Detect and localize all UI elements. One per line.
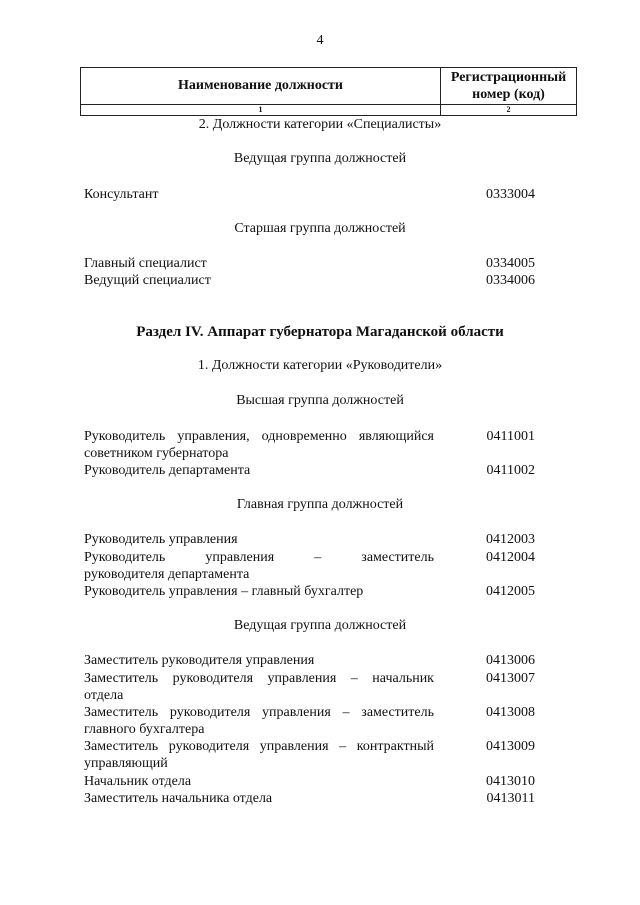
position-code: 0412003	[486, 532, 535, 547]
position-name: Руководитель управления	[84, 532, 238, 547]
page-number: 4	[316, 33, 324, 48]
position-name-continued: руководителя департамента	[84, 567, 250, 582]
column-number-2: 2	[441, 105, 577, 116]
position-name-continued: главного бухгалтера	[84, 722, 205, 737]
group-title-lead: Ведущая группа должностей	[233, 618, 407, 633]
group-title-top: Высшая группа должностей	[236, 393, 404, 408]
position-code: 0412005	[486, 584, 535, 599]
section-title: Раздел IV. Аппарат губернатора Магаданской области	[136, 324, 504, 340]
column-title-code	[441, 68, 577, 105]
position-code: 0334005	[486, 256, 535, 271]
position-name: Ведущий специалист	[84, 273, 211, 288]
group-title-lead: Ведущая группа должностей	[233, 151, 407, 166]
position-name: Заместитель руководителя управления – начальник	[84, 671, 434, 686]
position-name-continued: отдела	[84, 688, 124, 703]
position-code: 0412004	[486, 550, 535, 565]
position-code: 0413010	[486, 774, 535, 789]
table-header	[80, 67, 577, 116]
position-name: Заместитель руководителя управления – заместитель	[84, 705, 434, 720]
position-name-continued: управляющий	[84, 756, 168, 771]
position-name: Главный специалист	[84, 256, 207, 271]
position-name-continued: советником губернатора	[84, 446, 229, 461]
category-title-managers: 1. Должности категории «Руководители»	[197, 358, 443, 373]
position-name: Заместитель руководителя управления	[84, 653, 315, 668]
column-title-code-line1: Регистрационный	[450, 70, 567, 85]
position-code: 0413011	[486, 791, 535, 806]
position-name: Руководитель управления, одновременно являющийся	[84, 429, 434, 444]
position-code: 0411002	[486, 463, 535, 478]
position-code: 0413006	[486, 653, 535, 668]
position-name: Заместитель начальника отдела	[84, 791, 273, 806]
category-title-specialists: 2. Должности категории «Специалисты»	[198, 117, 442, 132]
group-title-main: Главная группа должностей	[236, 497, 404, 512]
position-name: Начальник отдела	[84, 774, 192, 789]
position-name: Руководитель департамента	[84, 463, 251, 478]
position-code: 0413008	[486, 705, 535, 720]
position-code: 0333004	[486, 187, 535, 202]
column-number-1: 1	[81, 105, 441, 116]
position-name: Заместитель руководителя управления – контрактный	[84, 739, 434, 754]
position-name: Руководитель управления – заместитель	[84, 550, 434, 565]
position-code: 0411001	[486, 429, 535, 444]
position-name: Консультант	[84, 187, 159, 202]
group-title-senior: Старшая группа должностей	[234, 221, 406, 236]
column-title-position: Наименование должности	[81, 68, 441, 105]
position-code: 0334006	[486, 273, 535, 288]
position-name: Руководитель управления – главный бухгалтер	[84, 584, 364, 599]
position-code: 0413007	[486, 671, 535, 686]
column-title-code-line2: номер (код)	[472, 87, 545, 102]
position-code: 0413009	[486, 739, 535, 754]
